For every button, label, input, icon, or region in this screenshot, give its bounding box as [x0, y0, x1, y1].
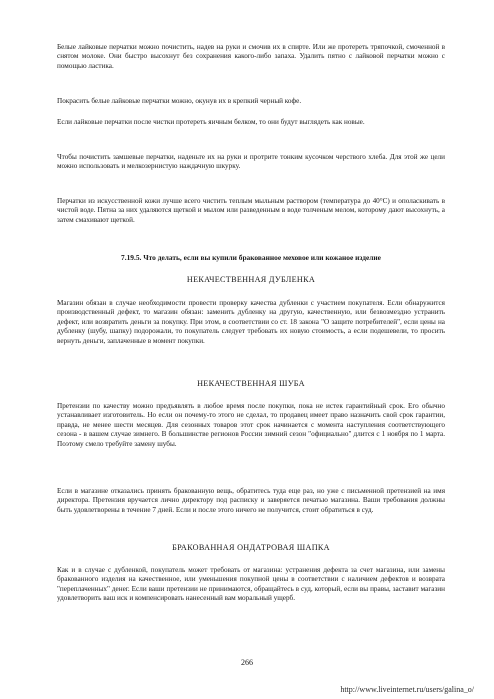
paragraph-artificial-leather: Перчатки из искусственной кожи лучше всего чистить теплым мыльным раствором (температура до 40°С) и ополаскивать в чистой воде. Пятна за них удаляются щеткой и мылом или разведенным в воде толченым мелом, которому дают высохнуть, а затем смахивают щеткой.	[57, 197, 445, 224]
watermark-url: http://www.liveinternet.ru/users/galina_o/	[340, 685, 474, 694]
paragraph-egg-white: Если лайковые перчатки после чистки протереть яичным белком, то они будут выглядеть как новые.	[57, 118, 365, 126]
paragraph-suede-gloves: Чтобы почистить замшевые перчатки, наденьте их на руки и протрите тонким кусочком черствого хлеба. Для этой же цели можно использовать и мелкозернистую наждачную шкурку.	[57, 153, 445, 171]
subheading-fur-coat: НЕКАЧЕСТВЕННАЯ ШУБА	[197, 379, 305, 388]
section-heading: 7.19.5. Что делать, если вы купили бракованное меховое или кожаное изделие	[121, 253, 381, 262]
page-number: 266	[241, 658, 253, 667]
paragraph-fur-coat-refusal: Если в магазине отказались принять бракованную вещь, обратитесь туда еще раз, но уже с письменной претензией на имя директора. Претензия вручается лично директору под расписку и заверяется печатью магазина. Ваши требования должны быть удовлетворены в течение 7 дней. Если и после этого ничего не получится, стоит обратиться в суд.	[57, 487, 445, 514]
paragraph-muskrat-hat: Как и в случае с дубленкой, покупатель может требовать от магазина: устранения дефекта за счет магазина, или замены бракованного изделия на качественное, или уменьшения покупной цены в соответствии с наличием дефектов и возврата "переплаченных" денег. Если ваши претензии не принимаются, обращайтесь в суд, который, если вы правы, заставит магазин удовлетворить ваш иск и компенсировать нанесенный вам моральный ущерб.	[57, 566, 445, 603]
paragraph-fur-coat-claims: Претензии по качеству можно предъявлять в любое время после покупки, пока не истек гарантийный срок. Его обычно устанавливает изготовитель. Но если он почему-то этого не сделал, то продавец имеет право назначить свой срок гарантии, правда, не менее шести месяцев. Для сезонных товаров этот срок начинается с момента наступления соответствующего сезона - в вашем случае зимнего. В большинстве регионов России зимний сезон "официально" длится с 1 ноября по 1 марта. Поэтому смело требуйте замену шубы.	[57, 402, 445, 448]
subheading-muskrat-hat: БРАКОВАННАЯ ОНДАТРОВАЯ ШАПКА	[172, 543, 330, 552]
paragraph-kid-gloves-dye: Покрасить белые лайковые перчатки можно, окунув их в крепкий черный кофе.	[57, 97, 302, 105]
paragraph-kid-gloves-cleaning: Белые лайковые перчатки можно почистить, надев на руки и смочив их в спирте. Или же протереть тряпочкой, смоченной в снятом молоке. Они быстро высохнут без сохранения какого-либо запаха. Удалить пятно с лайковой перчатки можно с помощью ластика.	[57, 43, 445, 70]
subheading-sheepskin: НЕКАЧЕСТВЕННАЯ ДУБЛЕНКА	[186, 275, 316, 284]
paragraph-sheepskin: Магазин обязан в случае необходимости провести проверку качества дубленки с участием покупателя. Если обнаружится производственный дефект, то магазин обязан: заменить дубленку на другую, качественную, или безвозмездно устранить дефект, или возвратить деньги за покупку. При этом, в соответствии со ст. 18 закона "О защите потребителей", если цены на дубленку (шубу, шапку) подорожали, то покупатель следует требовать их новую стоимость, а если подешевели, то просить вернуть деньги, заплаченные в момент покупки.	[57, 299, 445, 345]
